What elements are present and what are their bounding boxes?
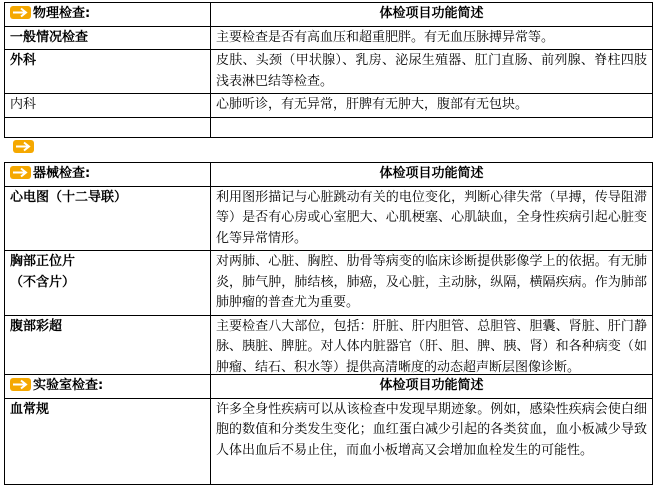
exam-description: 许多全身性疾病可以从该检查中发现早期迹象。例如，感染性疾病会使白细胞的数值和分类发生变化；血红蛋白减少引起的各类贫血，血小板减少导致人体出血后不易止住，而血小板增高又会增加血栓发生的可能性。 [211, 398, 653, 484]
section-title-cell [5, 3, 211, 27]
exam-name: 一般情况检查 [5, 26, 211, 50]
table-row [5, 186, 653, 251]
section-title: 器械检查: [33, 166, 91, 181]
exam-description [211, 117, 653, 137]
exam-description: 心肺听诊，有无异常，肝脾有无肿大，腹部有无包块。 [211, 94, 653, 118]
exam-name: 外科 [5, 50, 211, 94]
table-header-row [5, 3, 653, 27]
exam-name: 内科 [5, 94, 211, 118]
table-row [5, 251, 653, 316]
table-row [5, 315, 653, 380]
table-row [5, 117, 653, 137]
exam-description: 对两肺、心脏、胸腔、肋骨等病变的临床诊断提供影像学上的依据。有无肺炎，肺气肿，肺结核，肺癌，及心脏，主动脉，纵隔，横隔疾病。作为肺部肺肿瘤的普查尤为重要。 [211, 251, 653, 316]
table-header-row [5, 375, 653, 399]
table-row [5, 26, 653, 50]
arrow-right-icon [10, 166, 31, 179]
table-row [5, 94, 653, 118]
arrow-right-icon [10, 378, 31, 391]
column-header: 体检项目功能简述 [211, 163, 653, 187]
exam-name-cell [5, 251, 211, 316]
lab-exam-table [4, 374, 653, 485]
exam-description: 主要检查八大部位，包括：肝脏、肝内胆管、总胆管、胆囊、肾脏、肝门静脉、胰脏、脾脏。对人体内脏器官（肝、胆、脾、胰、肾）和各种病变（如肿瘤、结石、积水等）提供高清晰度的动态超声断层图像诊断。 [211, 315, 653, 380]
exam-name: 腹部彩超 [5, 315, 211, 380]
exam-description: 皮肤、头颈（甲状腺）、乳房、泌尿生殖器、肛门直肠、前列腺、脊柱四肢浅表淋巴结等检查。 [211, 50, 653, 94]
table-row [5, 50, 653, 94]
exam-name: 心电图（十二导联） [5, 186, 211, 251]
table-row [5, 398, 653, 484]
column-header: 体检项目功能简述 [211, 375, 653, 399]
exam-name: 胸部正位片 [10, 254, 76, 269]
section-title: 物理检查: [33, 6, 91, 21]
section-title-cell [5, 375, 211, 399]
exam-description: 利用图形描记与心脏跳动有关的电位变化，判断心律失常（早搏，传导阻滞等）是否有心房或心室肥大、心肌梗塞、心肌缺血，全身性疾病引起心脏变化等异常情形。 [211, 186, 653, 251]
column-header: 体检项目功能简述 [211, 3, 653, 27]
exam-description: 主要检查是否有高血压和超重肥胖。有无血压脉搏异常等。 [211, 26, 653, 50]
exam-name-note: （不含片） [10, 274, 76, 290]
exam-name [5, 117, 211, 137]
table-header-row [5, 163, 653, 187]
arrow-right-icon [10, 6, 31, 19]
physical-exam-table [4, 2, 653, 138]
arrow-right-icon [13, 140, 34, 153]
section-title: 实验室检查: [33, 378, 104, 393]
section-title-cell [5, 163, 211, 187]
instrument-exam-table [4, 162, 653, 380]
exam-name: 血常规 [5, 398, 211, 484]
